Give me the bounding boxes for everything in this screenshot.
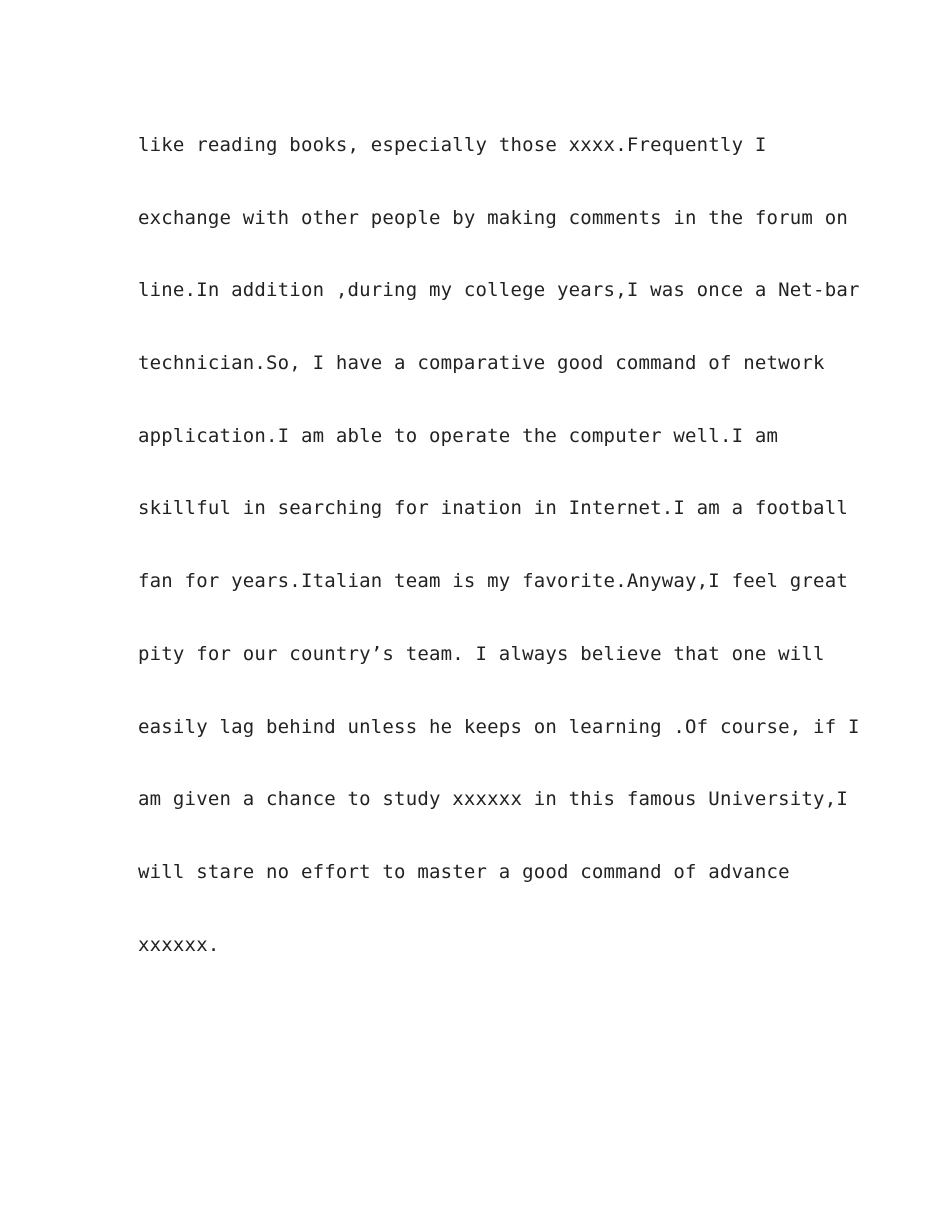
text-line: fan for years.Italian team is my favorite.Anyway,I feel great [138, 570, 848, 593]
text-line: xxxxxx. [138, 933, 220, 956]
text-line: like reading books, especially those xxxx.Frequently I [138, 134, 767, 156]
text-line: pity for our country’s team. I always believe that one will [138, 642, 825, 665]
text-line: line.In addition ,during my college years,I was once a Net-bar [138, 279, 860, 302]
text-line: application.I am able to operate the computer well.I am [138, 424, 779, 447]
text-line: skillful in searching for ination in Internet.I am a football [138, 497, 848, 520]
text-line: easily lag behind unless he keeps on learning .Of course, if I [138, 715, 860, 738]
text-line: am given a chance to study xxxxxx in this famous University,I [138, 788, 848, 811]
body-paragraph [138, 126, 860, 998]
text-line: will stare no effort to master a good command of advance [138, 860, 790, 883]
text-line: technician.So, I have a comparative good command of network [138, 352, 825, 375]
text-line: exchange with other people by making comments in the forum on [138, 206, 848, 229]
